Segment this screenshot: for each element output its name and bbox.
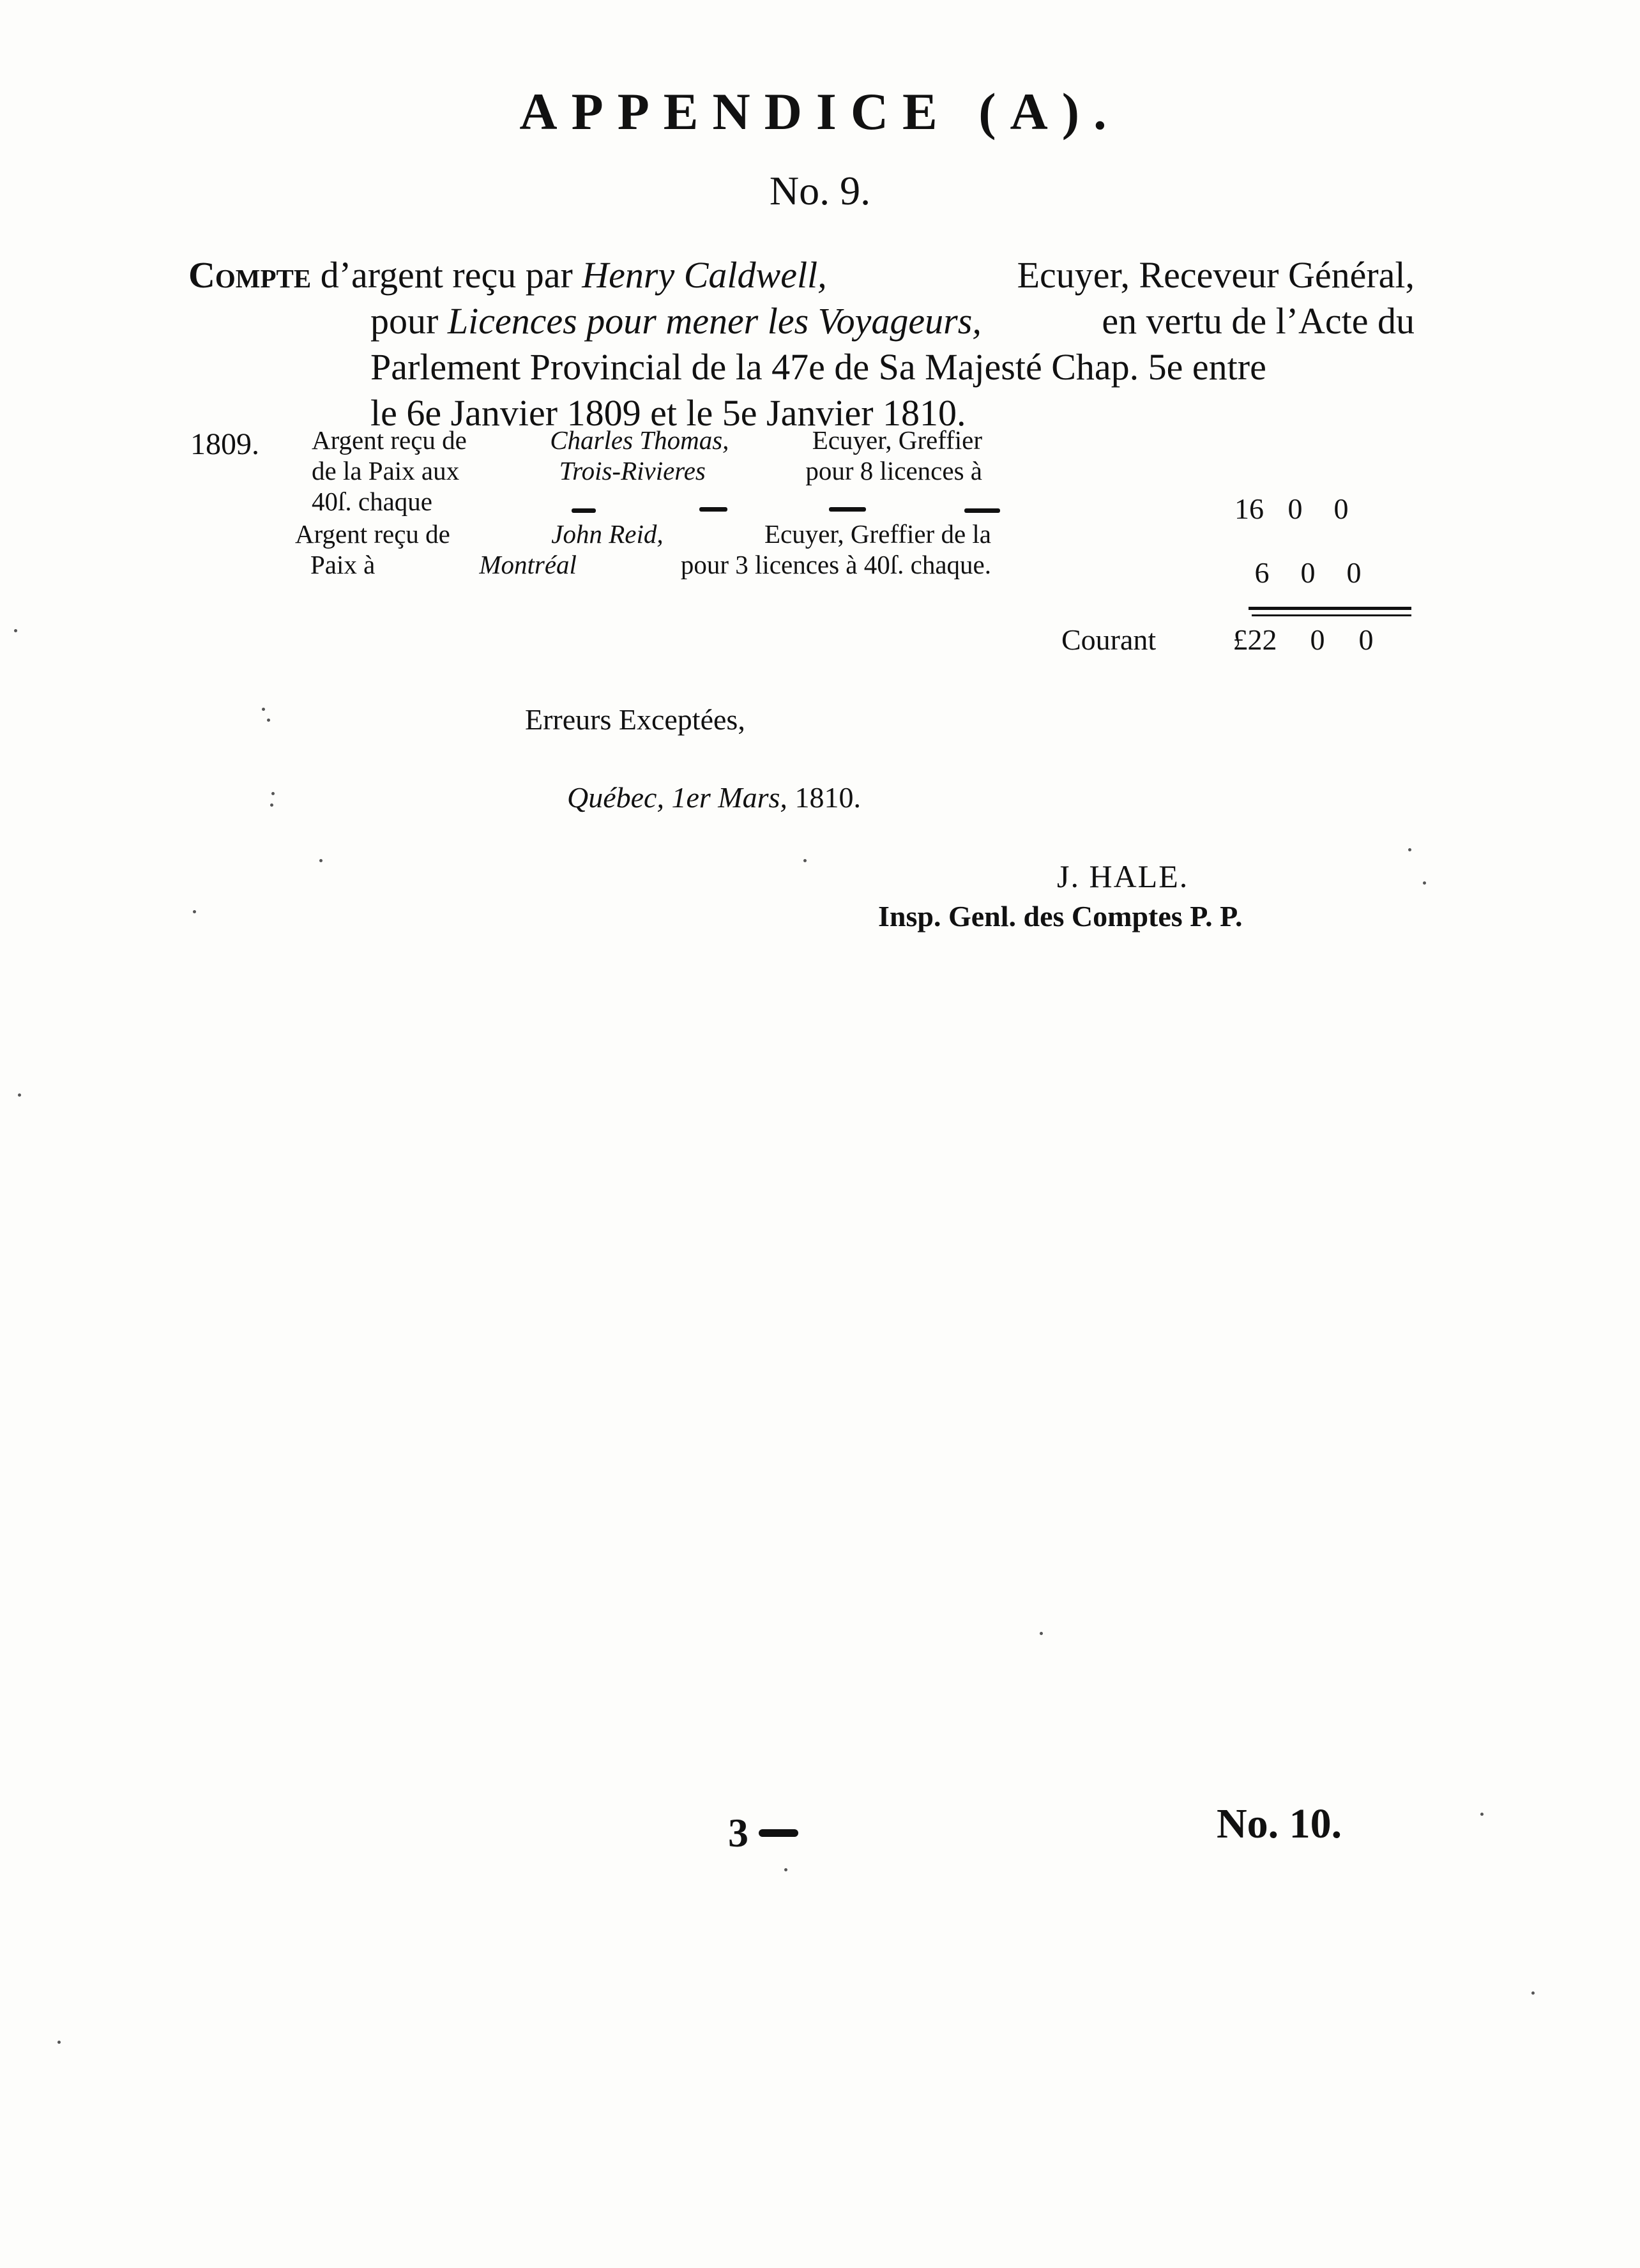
entry-2-line-2-pre: Paix à bbox=[310, 550, 376, 579]
heading-lead-word: Compte bbox=[188, 254, 312, 296]
account-heading bbox=[188, 252, 1415, 436]
leader-dash-2 bbox=[699, 507, 727, 512]
signing-date: 1er Mars, bbox=[671, 781, 787, 814]
speck bbox=[262, 708, 265, 711]
total-shillings: 0 bbox=[1310, 623, 1325, 656]
entry-1-line-3 bbox=[312, 486, 982, 517]
signature-mark: 3 bbox=[728, 1810, 748, 1855]
heading-line-4: le 6e Janvier 1809 et le 5e Janvier 1810. bbox=[370, 392, 966, 434]
leader-dash-1 bbox=[572, 508, 596, 513]
entry-1-name: Charles Thomas, bbox=[550, 425, 729, 455]
speck bbox=[57, 2041, 61, 2044]
speck bbox=[803, 859, 807, 862]
heading-line-1-text: d’argent reçu par bbox=[320, 254, 573, 296]
heading-line-1-tail: Ecuyer, Receveur Général, bbox=[1017, 254, 1415, 296]
signature-dash bbox=[759, 1829, 798, 1837]
entry-1-line-2-pre: de la Paix aux bbox=[312, 456, 460, 485]
heading-line-1 bbox=[188, 252, 1415, 298]
entry-1-line-1-pre: Argent reçu de bbox=[312, 425, 467, 455]
speck bbox=[1040, 1632, 1043, 1635]
receiver-name: Henry Caldwell, bbox=[582, 254, 827, 296]
entry-charles-thomas bbox=[312, 425, 982, 517]
entry-1-amount bbox=[1226, 492, 1364, 526]
speck bbox=[193, 910, 196, 913]
signer-title: Insp. Genl. des Comptes P. P. bbox=[878, 900, 1243, 932]
entry-1-line-1 bbox=[312, 425, 982, 455]
errors-excepted: Erreurs Exceptées, bbox=[525, 703, 745, 736]
entry-2-line-1-pre: Argent reçu de bbox=[295, 519, 450, 549]
place-date bbox=[567, 780, 861, 814]
appendix-number: No. 9. bbox=[769, 168, 871, 213]
entry-2-line-1-tail: Ecuyer, Greffier de la bbox=[764, 519, 991, 549]
entry-1-line-2 bbox=[312, 455, 982, 486]
entry-2-pounds: 6 bbox=[1254, 556, 1270, 589]
speck bbox=[270, 803, 273, 807]
entry-1-place: Trois-Rivieres bbox=[559, 456, 706, 485]
speck bbox=[1480, 1813, 1484, 1816]
catchword-next-number: No. 10. bbox=[1217, 1800, 1342, 1847]
leader-dash-4 bbox=[964, 508, 1000, 513]
entry-2-pence: 0 bbox=[1346, 556, 1362, 589]
leader-dash-3 bbox=[829, 507, 866, 512]
entry-year: 1809. bbox=[190, 427, 259, 461]
heading-line-3: Parlement Provincial de la 47e de Sa Majesté Chap. 5e entre bbox=[370, 346, 1266, 388]
sum-rule bbox=[1249, 607, 1411, 610]
speck bbox=[319, 859, 323, 862]
total-amount bbox=[1217, 623, 1390, 657]
speck bbox=[271, 792, 275, 795]
total-pounds: £22 bbox=[1233, 623, 1277, 656]
total-pence: 0 bbox=[1358, 623, 1374, 656]
entry-john-reid bbox=[295, 519, 991, 580]
place-name: Québec, bbox=[567, 781, 664, 814]
speck bbox=[1531, 1991, 1535, 1995]
heading-line-2-tail: en vertu de l’Acte du bbox=[1102, 300, 1415, 342]
entry-1-pounds: 16 bbox=[1234, 492, 1264, 525]
entry-2-place: Montréal bbox=[479, 550, 577, 579]
speck bbox=[18, 1093, 21, 1097]
heading-line-2-pre: pour bbox=[370, 300, 439, 342]
entry-2-line-2-tail: pour 3 licences à 40ſ. chaque. bbox=[680, 550, 991, 579]
signer-name: J. HALE. bbox=[1057, 858, 1189, 894]
entry-2-name: John Reid, bbox=[551, 519, 664, 549]
appendix-title: APPENDICE (A). bbox=[519, 82, 1121, 141]
entry-2-amount bbox=[1239, 556, 1377, 590]
speck bbox=[784, 1868, 787, 1871]
entry-2-shillings: 0 bbox=[1300, 556, 1316, 589]
signing-year: 1810. bbox=[794, 781, 861, 814]
entry-2-line-1 bbox=[295, 519, 991, 549]
speck bbox=[1408, 848, 1411, 851]
entry-1-line-1-tail: Ecuyer, Greffier bbox=[812, 425, 982, 455]
licence-purpose: Licences pour mener les Voyageurs, bbox=[447, 300, 982, 342]
entry-2-line-2 bbox=[295, 549, 991, 580]
sum-rule-second bbox=[1252, 614, 1411, 616]
entry-1-pence: 0 bbox=[1333, 492, 1349, 525]
heading-line-2 bbox=[188, 298, 1415, 344]
entry-1-line-2-tail: pour 8 licences à bbox=[805, 456, 982, 485]
total-label: Courant bbox=[1061, 623, 1157, 656]
entry-1-shillings: 0 bbox=[1287, 492, 1303, 525]
entry-1-line-3-text: 40ſ. chaque bbox=[312, 487, 432, 516]
speck bbox=[14, 629, 17, 632]
speck bbox=[1423, 881, 1426, 885]
speck bbox=[267, 719, 270, 722]
